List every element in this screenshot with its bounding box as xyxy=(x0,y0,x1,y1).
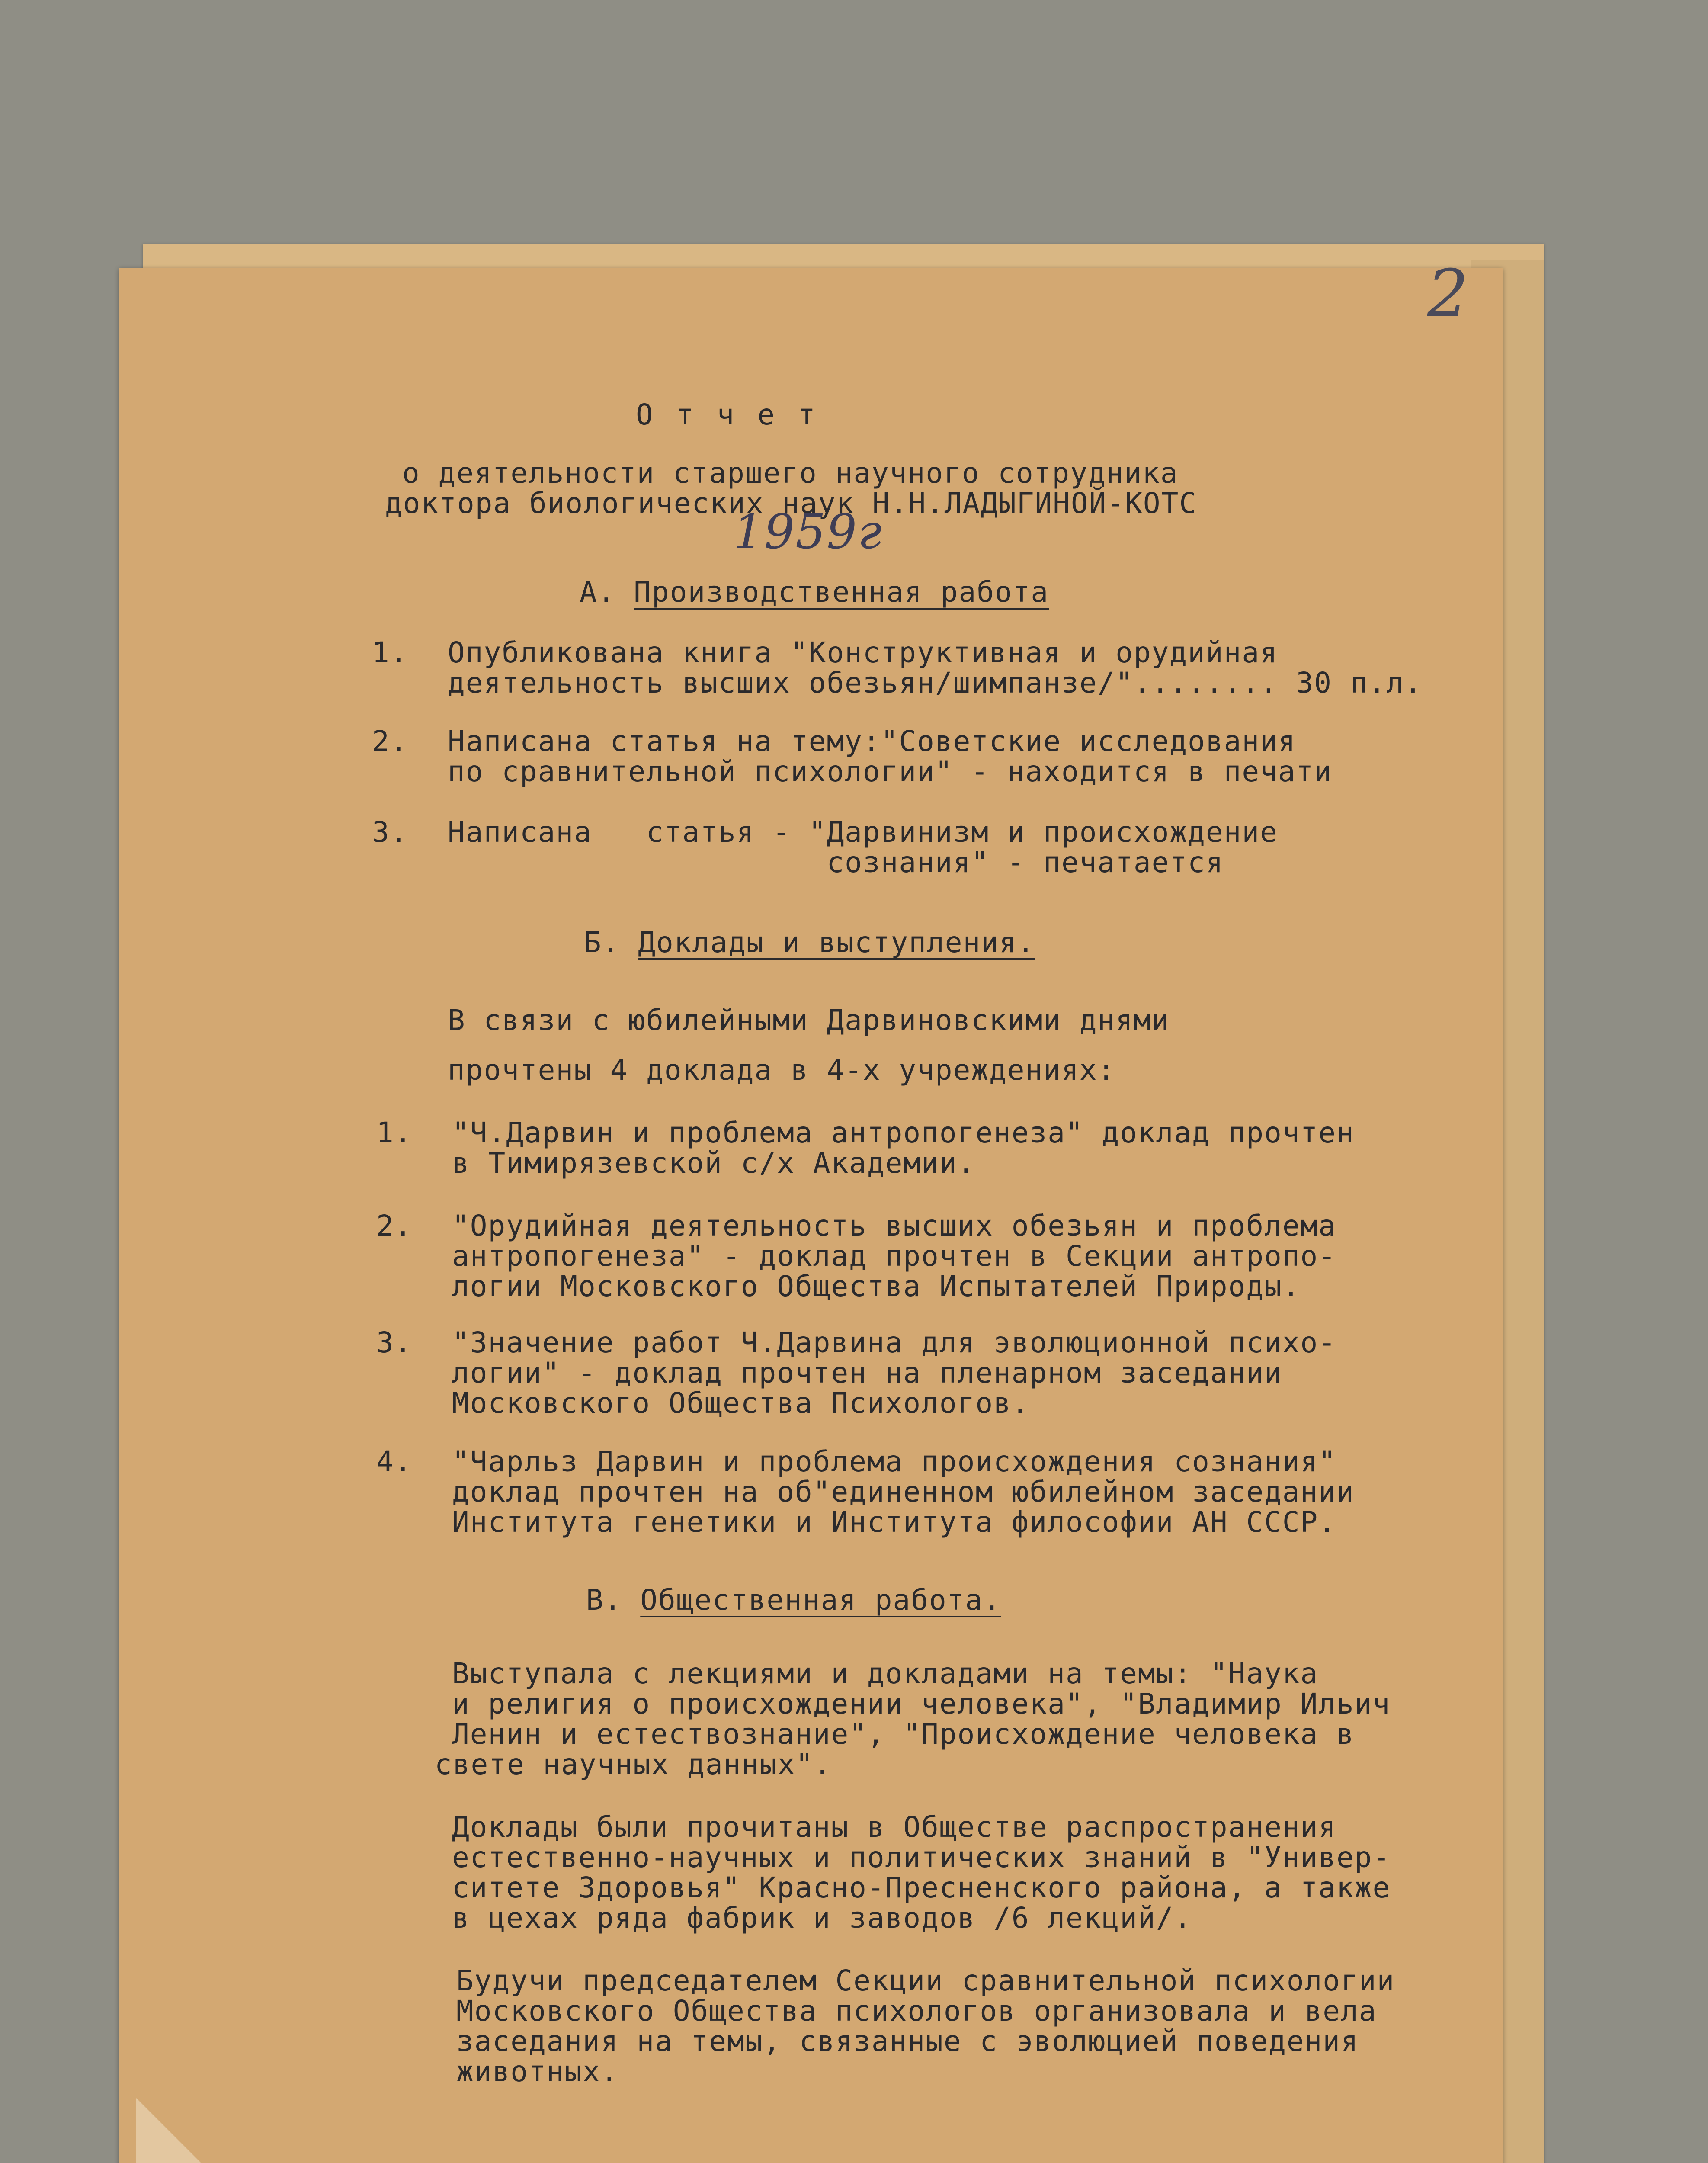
list-item-line: сознания" - печатается xyxy=(448,846,1224,879)
list-number: 1. xyxy=(376,1116,413,1149)
list-item-line: Написана статья - "Дарвинизм и происхождение xyxy=(448,815,1278,849)
list-item-line: логии Московского Общества Испытателей Природы. xyxy=(452,1270,1301,1303)
list-item-line: Московского Общества Психологов. xyxy=(452,1386,1030,1420)
paragraph-line: Выступала с лекциями и докладами на темы: "Наука xyxy=(452,1657,1319,1690)
handwritten-year: 1959г xyxy=(733,504,883,559)
list-item-line: деятельность высших обезьян/шимпанзе/"........ 30 п.л. xyxy=(448,666,1423,700)
paragraph-line: Московского Общества психологов организовала и вела xyxy=(456,1994,1377,2028)
page-number: 2 xyxy=(1427,256,1470,331)
list-number: 2. xyxy=(376,1209,413,1242)
subtitle-line: доктора биологических наук Н.Н.ЛАДЫГИНОЙ-КОТС xyxy=(385,487,1198,520)
paragraph-line: заседания на темы, связанные с эволюцией поведения xyxy=(456,2025,1359,2058)
list-item-line: Написана статья на тему:"Советские исследования xyxy=(448,725,1296,758)
list-item-line: в Тимирязевской с/х Академии. xyxy=(452,1146,976,1180)
list-item-line: логии" - доклад прочтен на пленарном заседании xyxy=(452,1356,1282,1390)
list-number: 3. xyxy=(376,1326,413,1359)
document-body xyxy=(119,256,1503,2163)
list-item-line: "Чарльз Дарвин и проблема происхождения сознания" xyxy=(452,1445,1337,1478)
paragraph-line: животных. xyxy=(456,2055,619,2088)
paragraph-line: Доклады были прочитаны в Обществе распространения xyxy=(452,1810,1337,1844)
list-number: 4. xyxy=(376,1445,413,1478)
section-a-heading: А. Производственная работа xyxy=(580,575,1049,609)
paragraph-line: Будучи председателем Секции сравнительной психологии xyxy=(456,1964,1395,1997)
list-item-line: Опубликована книга "Конструктивная и орудийная xyxy=(448,636,1278,669)
subtitle-line: о деятельности старшего научного сотрудника xyxy=(402,456,1179,490)
list-item-line: антропогенеза" - доклад прочтен в Секции антропо- xyxy=(452,1239,1337,1273)
list-item-line: "Орудийная деятельность высших обезьян и проблема xyxy=(452,1209,1337,1242)
intro-line: В связи с юбилейными Дарвиновскими днями xyxy=(448,1004,1170,1037)
list-item-line: "Значение работ Ч.Дарвина для эволюционной психо- xyxy=(452,1326,1337,1359)
section-b-heading: Б. Доклады и выступления. xyxy=(584,926,1035,959)
list-item-line: Института генетики и Института философии АН СССР. xyxy=(452,1505,1337,1539)
list-item-line: "Ч.Дарвин и проблема антропогенеза" доклад прочтен xyxy=(452,1116,1355,1149)
list-number: 3. xyxy=(372,815,408,849)
paragraph-line: ситете Здоровья" Красно-Пресненского района, а также xyxy=(452,1871,1391,1904)
paragraph-line: в цехах ряда фабрик и заводов /6 лекций/. xyxy=(452,1901,1192,1935)
list-number: 2. xyxy=(372,725,408,758)
paragraph-line: свете научных данных". xyxy=(435,1748,832,1781)
document-title: Отчет xyxy=(636,398,839,431)
intro-line: прочтены 4 доклада в 4-х учреждениях: xyxy=(448,1053,1116,1087)
list-item-line: по сравнительной психологии" - находится в печати xyxy=(448,755,1333,788)
list-item-line: доклад прочтен на об"единенном юбилейном заседании xyxy=(452,1475,1355,1508)
paragraph-line: Ленин и естествознание", "Происхождение человека в xyxy=(452,1717,1355,1751)
paragraph-line: и религия о происхождении человека", "Владимир Ильич xyxy=(452,1687,1391,1720)
paragraph-line: естественно-научных и политических знаний в "Универ- xyxy=(452,1841,1391,1874)
document-page xyxy=(119,256,1503,2163)
list-number: 1. xyxy=(372,636,408,669)
section-c-heading: В. Общественная работа. xyxy=(586,1583,1001,1617)
